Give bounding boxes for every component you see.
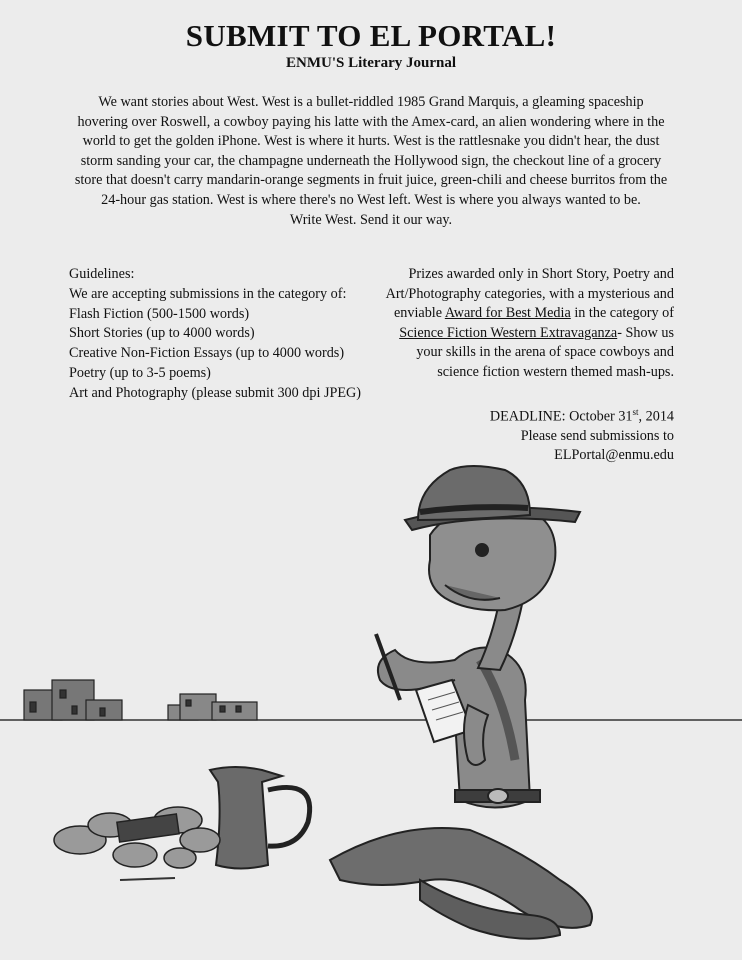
adobe-building-left	[24, 680, 122, 720]
guideline-item: Art and Photography (please submit 300 dpi JPEG)	[69, 384, 361, 401]
award-name: Award for Best Media	[444, 305, 571, 322]
stick	[120, 878, 175, 880]
adobe-building-middle	[168, 694, 257, 720]
guideline-item: Poetry (up to 3-5 poems)	[69, 364, 211, 381]
guideline-item: Creative Non-Fiction Essays (up to 4000 words)	[69, 345, 345, 362]
guideline-item: Short Stories (up to 4000 words)	[69, 325, 255, 342]
alien-cowboy	[330, 466, 592, 939]
prizes-text	[374, 265, 674, 383]
guidelines-heading: Guidelines:	[69, 266, 135, 282]
intro-paragraph: We want stories about West. West is a bullet-riddled 1985 Grand Marquis, a gleaming spaceship hovering over Roswell, a cowboy paying his latte with the Amex-card, an alien wondering where in the world to get the golden iPhone. West is where it hurts. West is the rattlesnake you didn't hear, the dust storm sanding your car, the champagne underneath the Hollywood sign, the checkout line of a grocery store that doesn't carry mandarin-orange segments in fruit juice, green-chili and cheese burritos from the 24-hour gas station. West is where there's no West left. West is where you always wanted to be.	[74, 94, 668, 208]
guidelines-section	[69, 265, 369, 404]
pitcher	[210, 767, 310, 869]
intro-closing: Write West. Send it our way.	[289, 211, 453, 228]
deadline-year: , 2014	[638, 408, 674, 425]
prizes-text-1: Prizes awarded only in Short Story, Poetry and Art/Photography categories, with a mysterious and enviable	[385, 266, 674, 322]
category-name: Science Fiction Western Extravaganza	[399, 324, 618, 341]
deadline-line	[374, 403, 674, 427]
rock-pile	[54, 807, 220, 868]
page-title: SUBMIT TO EL PORTAL!	[185, 18, 557, 53]
guidelines-lead: We are accepting submissions in the category of:	[69, 285, 347, 302]
page-subtitle: ENMU'S Literary Journal	[286, 55, 456, 71]
prizes-text-3: - Show us your skills in the arena of space cowboys and science fiction western themed mash-ups.	[416, 324, 674, 380]
prizes-section	[374, 265, 674, 466]
send-line: Please send submissions to	[520, 427, 674, 444]
deadline-label: DEADLINE: October 31	[489, 408, 633, 425]
prizes-text-2: in the category of	[574, 305, 674, 322]
contact-email[interactable]: ELPortal@enmu.edu	[554, 447, 674, 464]
cowboy-alien-illustration	[0, 455, 742, 960]
guideline-item: Flash Fiction (500-1500 words)	[69, 305, 250, 322]
deadline-superscript: st	[632, 406, 639, 417]
intro-block	[74, 93, 668, 230]
